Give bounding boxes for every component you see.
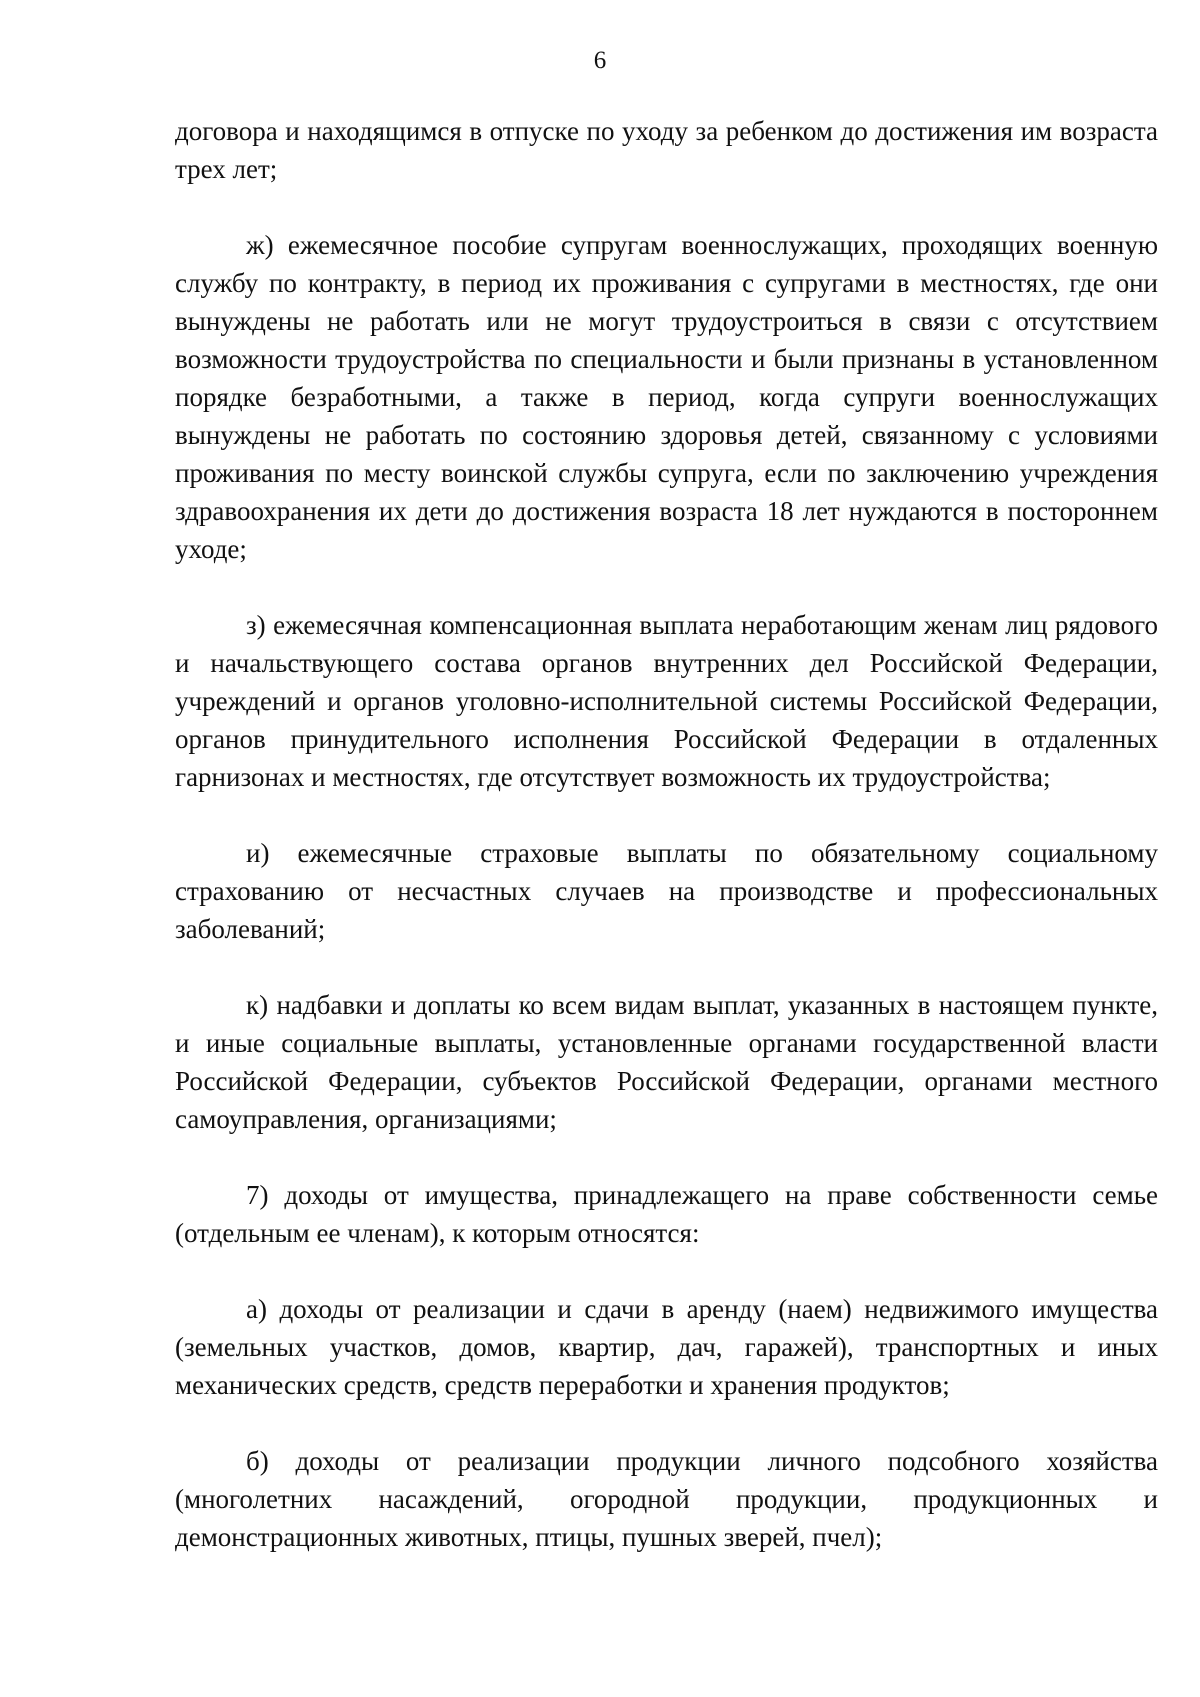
paragraph-item-z: з) ежемесячная компенсационная выплата неработающим женам лиц рядового и начальствующего состава органов внутренних дел Российской Федерации, учреждений и органов уголовно-исполнительной системы Российской Федерации, органов принудительного исполнения Российской Федерации в отдаленных гарнизонах и местностях, где отсутствует возможность их трудоустройства;	[175, 610, 1158, 792]
page-number: 6	[593, 47, 607, 74]
document-body	[175, 112, 1158, 1556]
paragraph-item-i: и) ежемесячные страховые выплаты по обязательному социальному страхованию от несчастных случаев на производстве и профессиональных заболеваний;	[175, 838, 1158, 944]
paragraph-item-a: а) доходы от реализации и сдачи в аренду (наем) недвижимого имущества (земельных участков, домов, квартир, дач, гаражей), транспортных и иных механических средств, средств переработки и хранения продуктов;	[175, 1294, 1158, 1400]
paragraph-item-b: б) доходы от реализации продукции личного подсобного хозяйства (многолетних насаждений, огородной продукции, продукционных и демонстрационных животных, птицы, пушных зверей, пчел);	[175, 1446, 1158, 1552]
paragraph-continuation: договора и находящимся в отпуске по уходу за ребенком до достижения им возраста трех лет;	[175, 116, 1158, 184]
paragraph-item-7: 7) доходы от имущества, принадлежащего на праве собственности семье (отдельным ее членам), к которым относятся:	[175, 1180, 1158, 1248]
paragraph-item-zh: ж) ежемесячное пособие супругам военнослужащих, проходящих военную службу по контракту, в период их проживания с супругами в местностях, где они вынуждены не работать или не могут трудоустроиться в связи с отсутствием возможности трудоустройства по специальности и были признаны в установленном порядке безработными, а также в период, когда супруги военнослужащих вынуждены не работать по состоянию здоровья детей, связанному с условиями проживания по месту воинской службы супруга, если по заключению учреждения здравоохранения их дети до достижения возраста 18 лет нуждаются в постороннем уходе;	[175, 230, 1158, 564]
paragraph-item-k: к) надбавки и доплаты ко всем видам выплат, указанных в настоящем пункте, и иные социальные выплаты, установленные органами государственной власти Российской Федерации, субъектов Российской Федерации, органами местного самоуправления, организациями;	[175, 990, 1158, 1134]
